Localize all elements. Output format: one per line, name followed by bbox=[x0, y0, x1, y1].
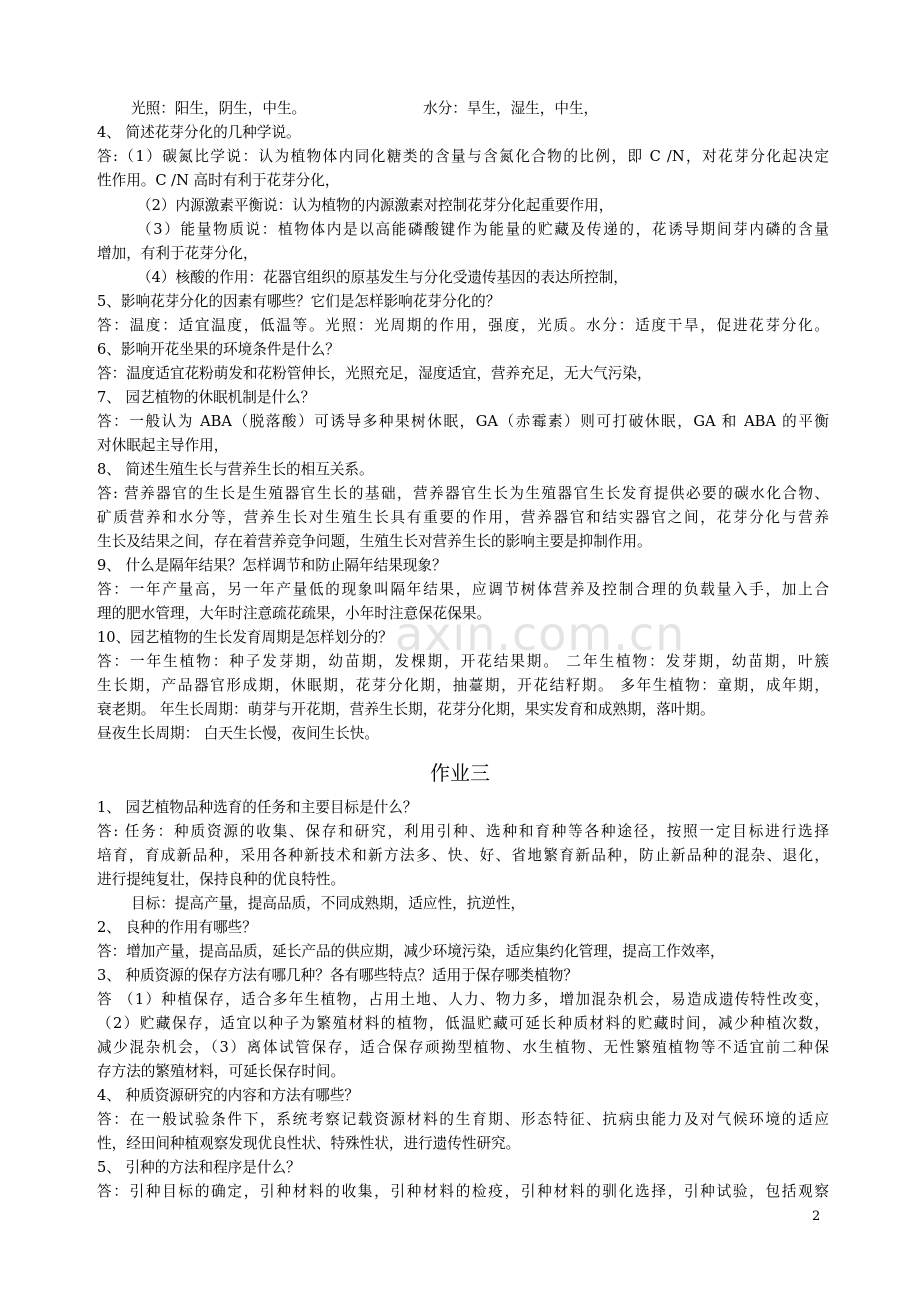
question-heading: 3、 种质资源的保存方法有哪几种？各有哪些特点？适用于保存哪类植物？ bbox=[97, 967, 578, 984]
answer-line: 答：温度：适宜温度，低温等。光照：光周期的作用，强度，光质。水分：适度干旱，促进花芽分化。 bbox=[97, 317, 829, 334]
answer-line: 昼夜生长周期： 白天生长慢，夜间生长快。 bbox=[97, 725, 379, 742]
section-title: 作业三 bbox=[430, 761, 490, 785]
answer-line: 目标：提高产量，提高品质，不同成熟期，适应性，抗逆性， bbox=[131, 895, 526, 912]
answer-line: 培育，育成新品种，采用各种新技术和新方法多、快、好、省地繁育新品种，防止新品种的混杂、退化， bbox=[97, 847, 829, 864]
answer-line: （2）贮藏保存，适宜以种子为繁殖材料的植物，低温贮藏可延长种质材料的贮藏时间，减少种植次数， bbox=[97, 1015, 829, 1032]
question-heading: 2、 良种的作用有哪些？ bbox=[97, 919, 257, 936]
watermark: axin.com.cn bbox=[395, 607, 686, 661]
answer-line: 性，经田间种植观察发现优良性状、特殊性状，进行遗传性研究。 bbox=[97, 1135, 521, 1152]
answer-line: 矿质营养和水分等，营养生长对生殖生长具有重要的作用，营养器官和结实器官之间，花芽分化与营养 bbox=[97, 509, 829, 526]
answer-line: 减少混杂机会，（3）离体试管保存，适合保存顽拗型植物、水生植物、无性繁殖植物等不适宜前二种保 bbox=[97, 1039, 829, 1056]
answer-line: （4）核酸的作用：花器官组织的原基发生与分化受遗传基因的表达所控制， bbox=[137, 269, 628, 286]
answer-line: 存方法的繁殖材料，可延长保存时间。 bbox=[97, 1063, 346, 1080]
answer-line: 答 （1）种植保存，适合多年生植物，占用土地、人力、物力多，增加混杂机会，易造成遗传特性改变， bbox=[97, 991, 829, 1008]
answer-line: 答：增加产量，提高品质，延长产品的供应期，减少环境污染，适应集约化管理，提高工作效率， bbox=[97, 943, 725, 960]
text-segment: 光照：阳生，阴生，中生。 bbox=[131, 100, 307, 117]
question-heading: 5、影响花芽分化的因素有哪些？它们是怎样影响花芽分化的？ bbox=[97, 293, 501, 310]
answer-line: 答:（1）碳氮比学说：认为植物体内同化糖类的含量与含氮化合物的比例，即 C /N，对花芽分化起决定 bbox=[97, 148, 829, 165]
answer-line: 性作用。C /N 高时有利于花芽分化， bbox=[97, 172, 340, 189]
answer-line: 答：温度适宜花粉萌发和花粉管伸长，光照充足，湿度适宜，营养充足，无大气污染， bbox=[97, 365, 652, 382]
answer-line: 衰老期。 年生长周期：萌芽与开花期，营养生长期，花芽分化期，果实发育和成熟期，落叶期。 bbox=[97, 701, 715, 718]
question-heading: 1、 园艺植物品种选育的任务和主要目标是什么？ bbox=[97, 799, 418, 816]
question-heading: 9、 什么是隔年结果？怎样调节和防止隔年结果现象？ bbox=[97, 557, 447, 574]
answer-line: 答：引种目标的确定，引种材料的收集，引种材料的检疫，引种材料的驯化选择，引种试验，包括观察 bbox=[97, 1183, 829, 1200]
text-segment: 水分：旱生，湿生，中生， bbox=[423, 100, 599, 117]
answer-line: （3）能量物质说：植物体内是以高能磷酸键作为能量的贮藏及传递的，花诱导期间芽内磷的含量 bbox=[137, 221, 829, 238]
question-heading: 10、园艺植物的生长发育周期是怎样划分的？ bbox=[97, 629, 393, 646]
answer-line: 答: 营养器官的生长是生殖器官生长的基础，营养器官生长为生殖器官生长发育提供必要的碳水化合物、 bbox=[97, 485, 829, 502]
question-heading: 8、 简述生殖生长与营养生长的相互关系。 bbox=[97, 461, 374, 478]
answer-line: 答：一年生植物：种子发芽期，幼苗期，发棵期，开花结果期。 二年生植物：发芽期，幼苗期，叶簇 bbox=[97, 653, 829, 670]
answer-line: 对休眠起主导作用， bbox=[97, 437, 229, 454]
answer-line: 答：一般认为 ABA（脱落酸）可诱导多种果树休眠，GA（赤霉素）则可打破休眠，GA 和 ABA 的平衡 bbox=[97, 413, 829, 430]
question-heading: 5、 引种的方法和程序是什么？ bbox=[97, 1159, 301, 1176]
question-heading: 4、 种质资源研究的内容和方法有哪些？ bbox=[97, 1087, 360, 1104]
question-heading: 4、 简述花芽分化的几种学说。 bbox=[97, 124, 301, 141]
answer-line: 答：一年产量高，另一年产量低的现象叫隔年结果，应调节树体营养及控制合理的负载量入手，加上合 bbox=[97, 581, 829, 598]
answer-line: 理的肥水管理，大年时注意疏花疏果，小年时注意保花保果。 bbox=[97, 605, 492, 622]
answer-line: 进行提纯复壮，保持良种的优良特性。 bbox=[97, 871, 346, 888]
answer-line: 生长及结果之间，存在着营养竞争问题，生殖生长对营养生长的影响主要是抑制作用。 bbox=[97, 533, 652, 550]
question-heading: 6、影响开花坐果的环境条件是什么？ bbox=[97, 341, 340, 358]
answer-line: 答: 任务：种质资源的收集、保存和研究，利用引种、选种和育种等各种途径，按照一定目标进行选择 bbox=[97, 823, 829, 840]
answer-line: 答：在一般试验条件下，系统考察记载资源材料的生育期、形态特征、抗病虫能力及对气候环境的适应 bbox=[97, 1111, 829, 1128]
answer-line: （2）内源激素平衡说：认为植物的内源激素对控制花芽分化起重要作用， bbox=[137, 197, 614, 214]
answer-line: 增加，有利于花芽分化， bbox=[97, 245, 258, 262]
text-line bbox=[131, 97, 829, 121]
question-heading: 7、 园艺植物的休眠机制是什么？ bbox=[97, 389, 316, 406]
answer-line: 生长期，产品器官形成期，休眠期，花芽分化期，抽薹期，开花结籽期。 多年生植物：童期，成年期， bbox=[97, 677, 829, 694]
page-number: 2 bbox=[812, 1209, 821, 1224]
